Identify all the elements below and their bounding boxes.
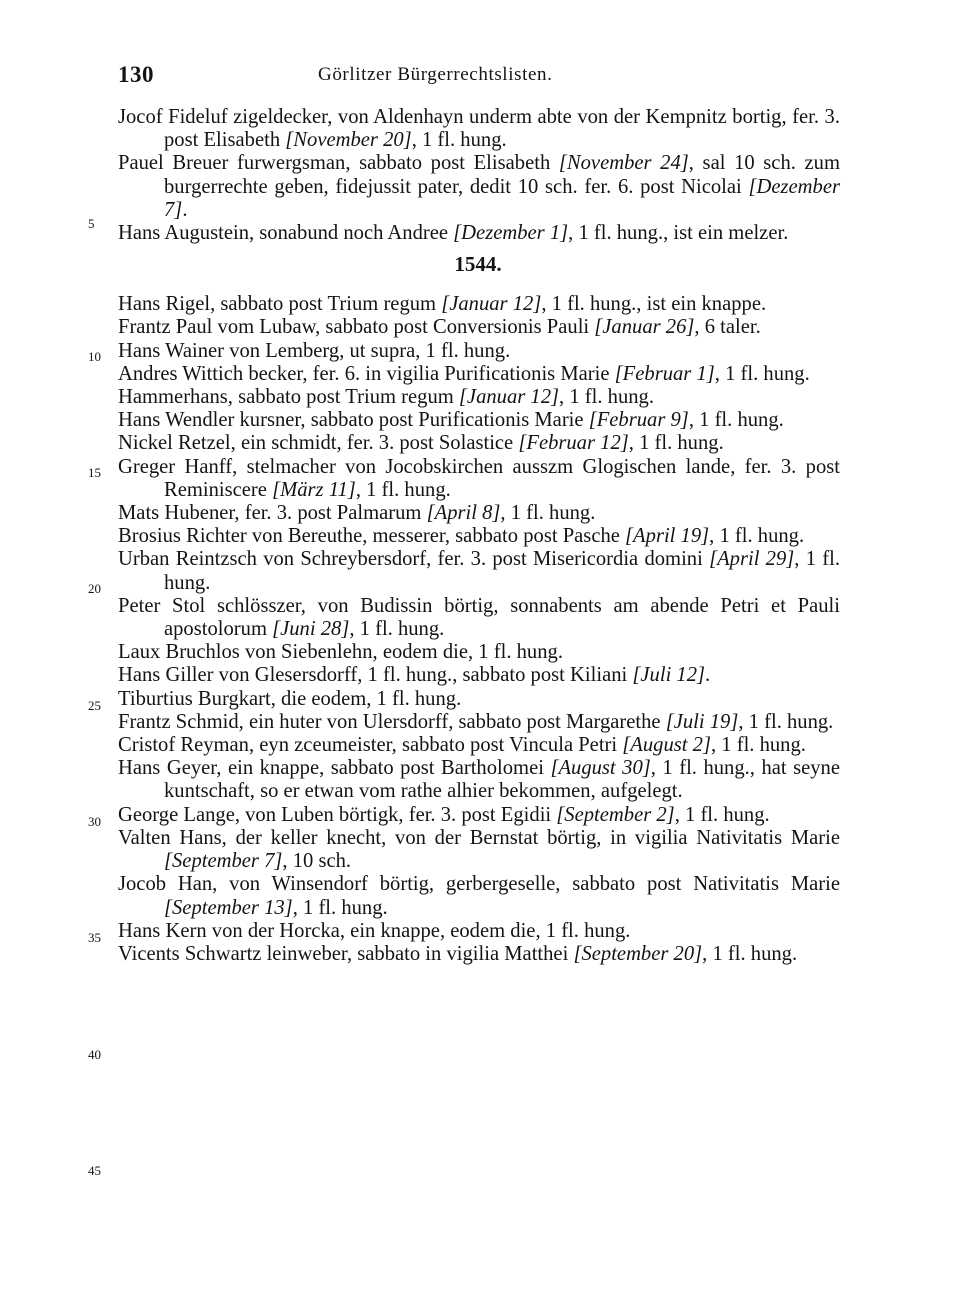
line-number: 20	[88, 581, 101, 596]
page-header	[0, 56, 960, 92]
register-entry: Valten Hans, der keller knecht, von der Bernstat börtig, in vigilia Nativitatis Marie [September 7], 10 sch.	[118, 826, 840, 873]
line-number: 10	[88, 349, 101, 364]
register-entry: Hans Giller von Glesersdorff, 1 fl. hung., sabbato post Kiliani [Juli 12].	[118, 664, 711, 687]
register-entry: Tiburtius Burgkart, die eodem, 1 fl. hung.	[118, 687, 462, 710]
line-number: 15	[88, 465, 101, 480]
register-entry: Hammerhans, sabbato post Trium regum [Januar 12], 1 fl. hung.	[118, 386, 655, 409]
register-entry: Cristof Reyman, eyn zceumeister, sabbato post Vincula Petri [August 2], 1 fl. hung.	[118, 734, 806, 757]
line-number: 40	[88, 1047, 101, 1062]
register-entry: Mats Hubener, fer. 3. post Palmarum [April 8], 1 fl. hung.	[118, 502, 596, 525]
register-entry: Hans Wendler kursner, sabbato post Purificationis Marie [Februar 9], 1 fl. hung.	[118, 409, 784, 432]
register-entry: Urban Reintzsch von Schreybersdorf, fer. 3. post Misericordia domini [April 29], 1 fl. hung.	[118, 548, 840, 594]
register-entry: Jocob Han, von Winsendorf börtig, gerbergeselle, sabbato post Nativitatis Marie [September 13], 1 fl. hung.	[118, 873, 840, 919]
register-entry: Hans Kern von der Horcka, ein knappe, eodem die, 1 fl. hung.	[118, 919, 631, 942]
register-entry: Vicents Schwartz leinweber, sabbato in vigilia Matthei [September 20], 1 fl. hung.	[118, 942, 798, 965]
line-number: 45	[88, 1163, 101, 1178]
register-entry: Greger Hanff, stelmacher von Jocobskirchen ausszm Glogischen lande, fer. 3. post Reminiscere [März 11], 1 fl. hung.	[118, 455, 840, 501]
register-entry: Hans Geyer, ein knappe, sabbato post Bartholomei [August 30], 1 fl. hung., hat seyne kuntschaft, so er etwan vom rathe alhier bekommen, aufgelegt.	[118, 757, 840, 803]
register-entry: Laux Bruchlos von Siebenlehn, eodem die, 1 fl. hung.	[118, 641, 563, 664]
year-heading: 1544.	[454, 252, 502, 277]
document-body	[0, 106, 960, 966]
register-entry: Pauel Breuer furwergsman, sabbato post Elisabeth [November 24], sal 10 sch. zum burgerrechte geben, fidejussit pater, dedit 10 sch. fer. 6. post Nicolai [Dezember 7].	[118, 152, 840, 221]
register-entry: Jocof Fideluf zigeldecker, von Aldenhayn underm abte von der Kempnitz bortig, fer. 3. post Elisabeth [November 20], 1 fl. hung.	[118, 106, 840, 152]
line-number: 5	[88, 216, 95, 231]
register-entry: Andres Wittich becker, fer. 6. in vigilia Purificationis Marie [Februar 1], 1 fl. hung.	[118, 362, 810, 385]
page-number: 130	[118, 62, 154, 87]
register-entry: Hans Augustein, sonabund noch Andree [Dezember 1], 1 fl. hung., ist ein melzer.	[118, 222, 789, 245]
register-entry: Hans Rigel, sabbato post Trium regum [Januar 12], 1 fl. hung., ist ein knappe.	[118, 293, 767, 316]
line-number: 35	[88, 930, 101, 945]
running-title: Görlitzer Bürgerrechtslisten.	[318, 64, 553, 85]
register-entry: Peter Stol schlösszer, von Budissin börtig, sonnabents am abende Petri et Pauli apostolorum [Juni 28], 1 fl. hung.	[118, 594, 840, 641]
register-entry: George Lange, von Luben börtigk, fer. 3. post Egidii [September 2], 1 fl. hung.	[118, 803, 770, 826]
register-entry: Hans Wainer von Lemberg, ut supra, 1 fl. hung.	[118, 339, 511, 362]
line-number: 25	[88, 698, 101, 713]
register-entry: Frantz Paul vom Lubaw, sabbato post Conversionis Pauli [Januar 26], 6 taler.	[118, 316, 761, 339]
register-entry: Brosius Richter von Bereuthe, messerer, sabbato post Pasche [April 19], 1 fl. hung.	[118, 525, 805, 548]
register-entry: Nickel Retzel, ein schmidt, fer. 3. post Solastice [Februar 12], 1 fl. hung.	[118, 432, 724, 455]
register-entry: Frantz Schmid, ein huter von Ulersdorff, sabbato post Margarethe [Juli 19], 1 fl. hung.	[118, 710, 834, 733]
line-number: 30	[88, 814, 101, 829]
